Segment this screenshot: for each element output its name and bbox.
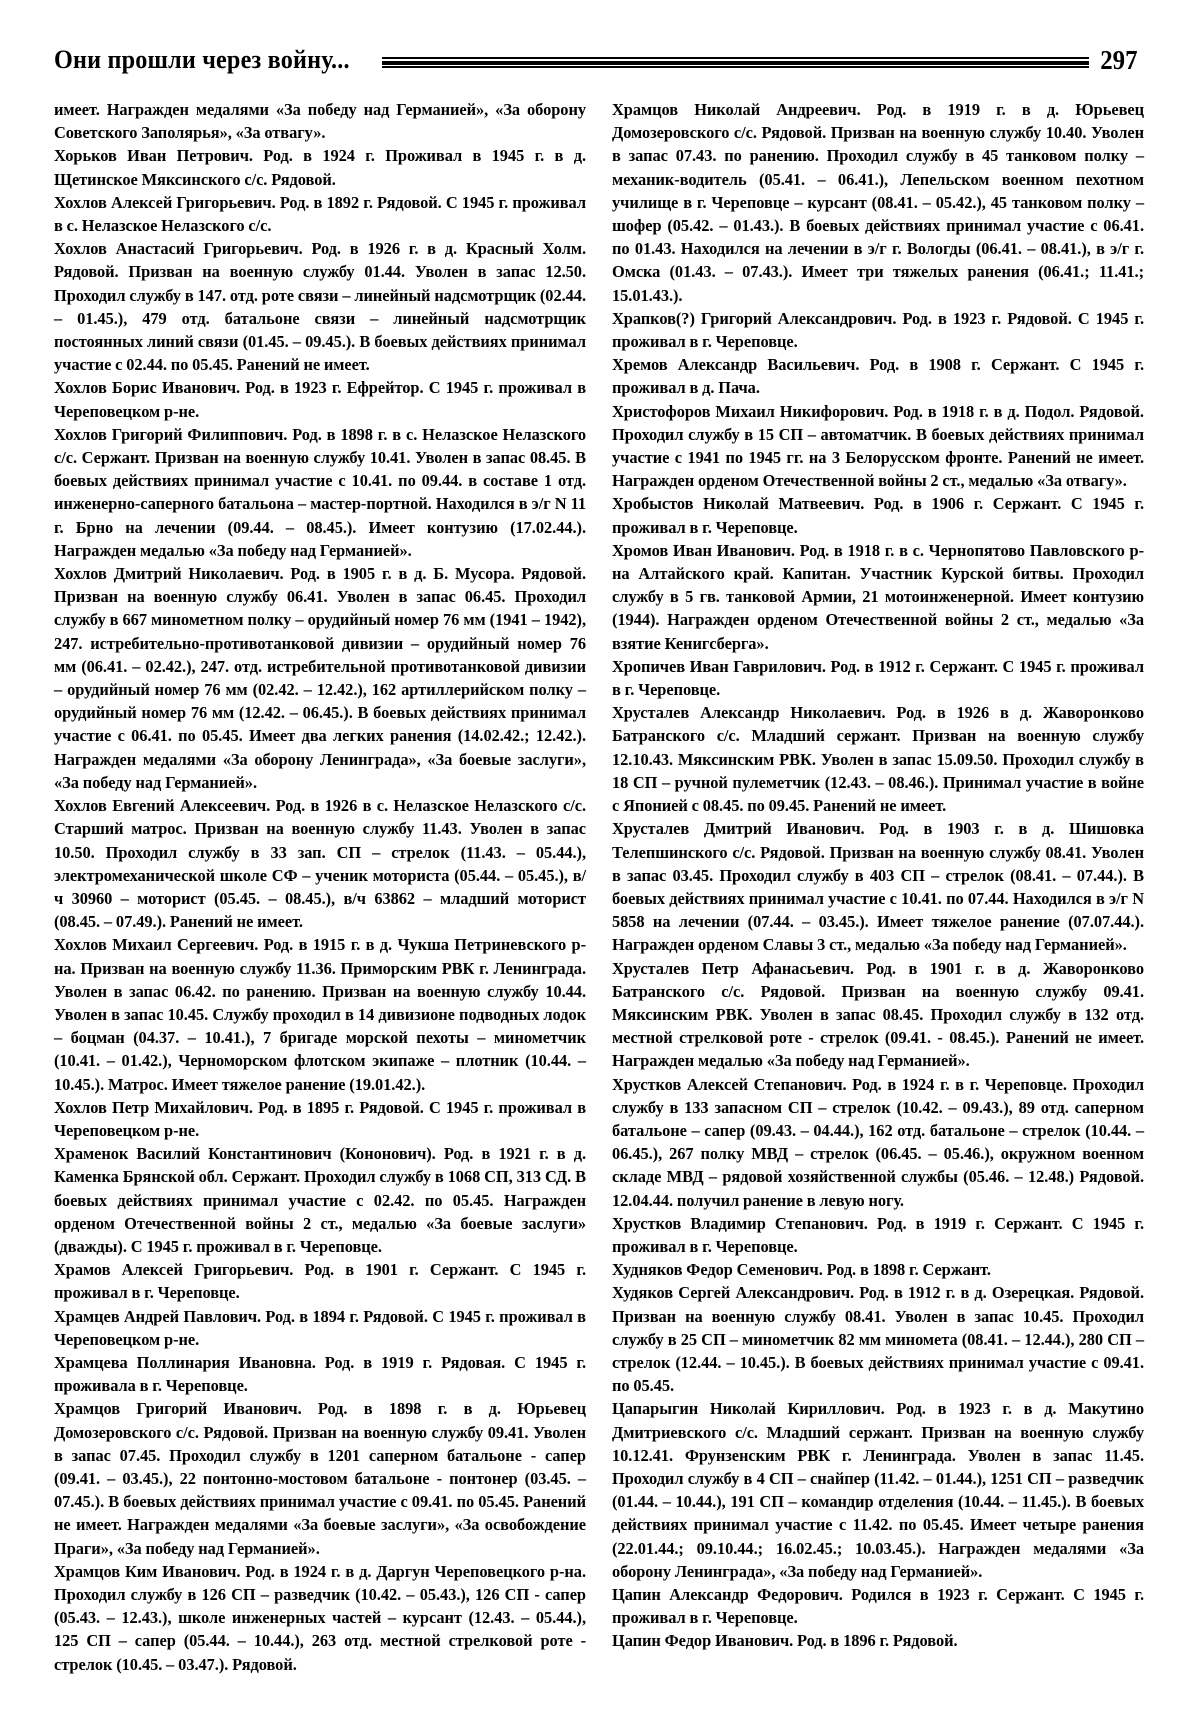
entry-paragraph: Хробыстов Николай Матвеевич. Род. в 1906 г. Сержант. С 1945 г. проживал в г. Череповце. — [612, 494, 1144, 537]
column-right — [612, 98, 1144, 1653]
entry-paragraph: Хохлов Евгений Алексеевич. Род. в 1926 в с. Нелазское Нелазского с/с. Старший матрос. Призван на военную службу 11.43. Уволен в запас 10.50. Проходил службу в 33 зап. СП – стрелок (11.43. – 05.44.), электромеханической школе СФ – ученик моториста (05.44. – 05.45.), в/ч 30960 – моторист (05.45. – 08.45.), в/ч 63862 – младший моторист (08.45. – 07.49.). Ранений не имеет. — [54, 796, 586, 932]
entry-paragraph: Хромов Иван Иванович. Род. в 1918 г. в с. Чернопятово Павловского р-на Алтайского край. Капитан. Участник Курской битвы. Проходил службу в 5 гв. танковой Армии, 21 мотоинженерной. Имеет контузию (1944). Награжден орденом Отечественной войны 2 ст., медалью «За взятие Кенигсберга». — [612, 540, 1144, 653]
entry-paragraph: Храмцева Поллинария Ивановна. Род. в 1919 г. Рядовая. С 1945 г. проживала в г. Череповце. — [54, 1352, 586, 1396]
entry-paragraph: Хохлов Петр Михайлович. Род. в 1895 г. Рядовой. С 1945 г. проживал в Череповецком р-не. — [54, 1097, 586, 1140]
entry-paragraph: Худняков Федор Семенович. Род. в 1898 г. Сержант. — [612, 1260, 991, 1280]
entry-paragraph: Хохлов Борис Иванович. Род. в 1923 г. Ефрейтор. С 1945 г. проживал в Череповецком р-не. — [54, 378, 586, 421]
entry-paragraph: Хропичев Иван Гаврилович. Род. в 1912 г. Сержант. С 1945 г. проживал в г. Череповце. — [612, 656, 1144, 700]
entry-paragraph: Худяков Сергей Александрович. Род. в 1912 г. в д. Озерецкая. Рядовой. Призван на военную службу 08.41. Уволен в запас 10.45. Проходил службу в 25 СП – минометчик 82 мм миномета (08.41. – 12.44.), 280 СП – стрелок (12.44. – 10.45.). В боевых действиях принимал участие с 09.41. по 05.45. — [612, 1283, 1144, 1396]
entry-paragraph: Хрусталев Петр Афанасьевич. Род. в 1901 г. в д. Жаворонково Батранского с/с. Рядовой. Призван на военную службу 09.41. Мяксинским РВК. Уволен в запас 08.45. Проходил службу в 132 отд. местной стрелковой роте - стрелок (09.41. - 08.45.). Ранений не имеет. Награжден медалью «За победу над Германией». — [612, 958, 1144, 1071]
running-head — [54, 38, 1137, 82]
entry-paragraph: Храмцов Ким Иванович. Род. в 1924 г. в д. Даргун Череповецкого р-на. Проходил службу в 126 СП – разведчик (10.42. – 05.43.), 126 СП - сапер (05.43. – 12.43.), школе инженерных частей – курсант (12.43. – 05.44.), 125 СП – сапер (05.44. – 10.44.), 263 отд. местной стрелковой роте - стрелок (10.45. – 03.47.). Рядовой. — [54, 1561, 586, 1674]
running-head-rule — [382, 57, 1088, 68]
entry-paragraph: Цапин Федор Иванович. Род. в 1896 г. Рядовой. — [612, 1631, 958, 1651]
entry-paragraph: Хремов Александр Васильевич. Род. в 1908 г. Сержант. С 1945 г. проживал в д. Пача. — [612, 355, 1144, 398]
running-head-title: Они прошли через войну... — [54, 45, 350, 74]
body-columns — [54, 98, 1144, 1676]
entry-paragraph: Хрустков Владимир Степанович. Род. в 1919 г. Сержант. С 1945 г. проживал в г. Череповце. — [612, 1213, 1144, 1256]
running-head-rule-middle — [382, 61, 1088, 65]
entry-paragraph: Хохлов Анастасий Григорьевич. Род. в 1926 г. в д. Красный Холм. Рядовой. Призван на военную службу 01.44. Уволен в запас 12.50. Проходил службу в 147. отд. роте связи – линейный надсмотрщик (02.44. – 01.45.), 479 отд. батальоне связи – линейный надсмотрщик постоянных линий связи (01.45. – 09.45.). В боевых действиях принимал участие с 02.44. по 05.45. Ранений не имеет. — [54, 239, 586, 375]
entry-paragraph: Хрусталев Дмитрий Иванович. Род. в 1903 г. в д. Шишовка Телепшинского с/с. Рядовой. Призван на военную службу 08.41. Уволен в запас 03.45. Проходил службу в 403 СП – стрелок (08.41. – 07.44.). В боевых действиях принимал участие с 10.41. по 07.44. Находился в э/г N 5858 на лечении (07.44. – 03.45.). Имеет тяжелое ранение (07.07.44.). Награжден орденом Славы 3 ст., медалью «За победу над Германией». — [612, 819, 1144, 955]
entry-paragraph: Храмцов Григорий Иванович. Род. в 1898 г. в д. Юрьевец Домозеровского с/с. Рядовой. Призван на военную службу 09.41. Уволен в запас 07.45. Проходил службу в 1201 саперном батальоне - сапер (09.41. – 03.45.), 22 понтонно-мостовом батальоне - понтонер (03.45. – 07.45.). В боевых действиях принимал участие с 09.41. по 05.45. Ранений не имеет. Награжден медалями «За боевые заслуги», «За освобождение Праги», «За победу над Германией». — [54, 1399, 586, 1558]
entry-paragraph: Хрусталев Александр Николаевич. Род. в 1926 в д. Жаворонково Батранского с/с. Младший сержант. Призван на военную службу 12.10.43. Мяксинским РВК. Уволен в запас 15.09.50. Проходил службу в 18 СП – ручной пулеметчик (12.43. – 08.46.). Принимал участие в войне с Японией с 08.45. по 09.45. Ранений не имеет. — [612, 703, 1144, 816]
entry-paragraph: Хохлов Григорий Филиппович. Род. в 1898 г. в с. Нелазское Нелазского с/с. Сержант. Призван на военную службу 10.41. Уволен в запас 08.45. В боевых действиях принимал участие с 10.41. по 09.44. в составе 1 отд. инженерно-саперного батальона – мастер-портной. Находился в э/г N 11 г. Брно на лечении (09.44. – 08.45.). Имеет контузию (17.02.44.). Награжден медалью «За победу над Германией». — [54, 424, 586, 560]
entry-paragraph: Хохлов Дмитрий Николаевич. Род. в 1905 г. в д. Б. Мусора. Рядовой. Призван на военную службу 06.41. Уволен в запас 06.45. Проходил службу в 667 минометном полку – орудийный номер 76 мм (1941 – 1942), 247. истребительно-противотанковой дивизии – орудийный номер 76 мм (06.41. – 02.42.), 247. отд. истребительной противотанковой дивизии – орудийный номер 76 мм (02.42. – 12.42.), 162 артиллерийском полку – орудийный номер 76 мм (12.42. – 06.45.). В боевых действиях принимал участие с 06.41. по 05.45. Имеет два легких ранения (14.02.42.; 12.42.). Награжден медалями «За оборону Ленинграда», «За боевые заслуги», «За победу над Германией». — [54, 564, 586, 792]
entry-paragraph: Христофоров Михаил Никифорович. Род. в 1918 г. в д. Подол. Рядовой. Проходил службу в 15 СП – автоматчик. В боевых действиях принимал участие с 1941 по 1945 гг. на 3 Белорусском фронте. Ранений не имеет. Награжден орденом Отечественной войны 2 ст., медалью «За отвагу». — [612, 401, 1144, 491]
column-left — [54, 98, 586, 1676]
entry-paragraph: Храмцов Николай Андреевич. Род. в 1919 г. в д. Юрьевец Домозеровского с/с. Рядовой. Призван на военную службу 10.40. Уволен в запас 07.43. по ранению. Проходил службу в 45 танковом полку – механик-водитель (05.41. – 06.41.), Лепельском военном пехотном училище в г. Череповце – курсант (08.41. – 05.42.), 45 танковом полку – шофер (05.42. – 01.43.). В боевых действиях принимал участие с 06.41. по 01.43. Находился на лечении в э/г г. Вологды (06.41. – 08.41.), в э/г г. Омска (01.43. – 07.43.). Имеет три тяжелых ранения (06.41.; 11.41.; 15.01.43.). — [612, 100, 1144, 305]
entry-paragraph: Храпков(?) Григорий Александрович. Род. в 1923 г. Рядовой. С 1945 г. проживал в г. Череповце. — [612, 308, 1144, 352]
entry-paragraph: Цапин Александр Федорович. Родился в 1923 г. Сержант. С 1945 г. проживал в г. Череповце. — [612, 1585, 1144, 1628]
entry-paragraph: Хорьков Иван Петрович. Род. в 1924 г. Проживал в 1945 г. в д. Щетинское Мяксинского с/с. Рядовой. — [54, 146, 586, 189]
page-number: 297 — [1099, 44, 1137, 75]
entry-paragraph: Храмцев Андрей Павлович. Род. в 1894 г. Рядовой. С 1945 г. проживал в Череповецком р-не. — [54, 1306, 586, 1349]
entry-paragraph: Хохлов Михаил Сергеевич. Род. в 1915 г. в д. Чукша Петриневского р-на. Призван на военную службу 11.36. Приморским РВК г. Ленинграда. Уволен в запас 06.42. по ранению. Призван на военную службу 10.44. Уволен в запас 10.45. Службу проходил в 14 дивизионе подводных лодок – боцман (04.37. – 10.41.), 7 бригаде морской пехоты – минометчик (10.41. – 01.42.), Черноморском флотском экипаже – плотник (10.44. – 10.45.). Матрос. Имеет тяжелое ранение (19.01.42.). — [54, 935, 586, 1094]
entry-paragraph: Цапарыгин Николай Кириллович. Род. в 1923 г. в д. Макутино Дмитриевского с/с. Младший сержант. Призван на военную службу 10.12.41. Фрунзенским РВК г. Ленинграда. Уволен в запас 11.45. Проходил службу в 4 СП – снайпер (11.42. – 01.44.), 1251 СП – разведчик (01.44. – 10.44.), 191 СП – командир отделения (10.44. – 11.45.). В боевых действиях принимал участие с 11.42. по 05.45. Имеет четыре ранения (22.01.44.; 09.10.44.; 16.02.45.; 10.03.45.). Награжден медалями «За оборону Ленинграда», «За победу над Германией». — [612, 1399, 1144, 1581]
entry-paragraph: Хохлов Алексей Григорьевич. Род. в 1892 г. Рядовой. С 1945 г. проживал в с. Нелазское Нелазского с/с. — [54, 192, 586, 236]
entry-paragraph: Хрустков Алексей Степанович. Род. в 1924 г. в г. Череповце. Проходил службу в 133 запасном СП – стрелок (10.42. – 09.43.), 89 отд. саперном батальоне – сапер (09.43. – 04.44.), 162 отд. батальоне – стрелок (10.44. – 06.45.), 267 полку МВД – стрелок (06.45. – 05.46.), окружном военном складе МВД – рядовой хозяйственной службы (05.46. – 12.48.) Рядовой. 12.04.44. получил ранение в левую ногу. — [612, 1074, 1144, 1210]
entry-paragraph: Храмов Алексей Григорьевич. Род. в 1901 г. Сержант. С 1945 г. проживал в г. Череповце. — [54, 1260, 586, 1303]
entry-paragraph: имеет. Награжден медалями «За победу над Германией», «За оборону Советского Заполярья», «За отвагу». — [54, 100, 586, 143]
entry-paragraph: Храменок Василий Константинович (Кононович). Род. в 1921 г. в д. Каменка Брянской обл. Сержант. Проходил службу в 1068 СП, 313 СД. В боевых действиях принимал участие с 02.42. по 05.45. Награжден орденом Отечественной войны 2 ст., медалью «За боевые заслуги» (дважды). С 1945 г. проживал в г. Череповце. — [54, 1144, 586, 1256]
